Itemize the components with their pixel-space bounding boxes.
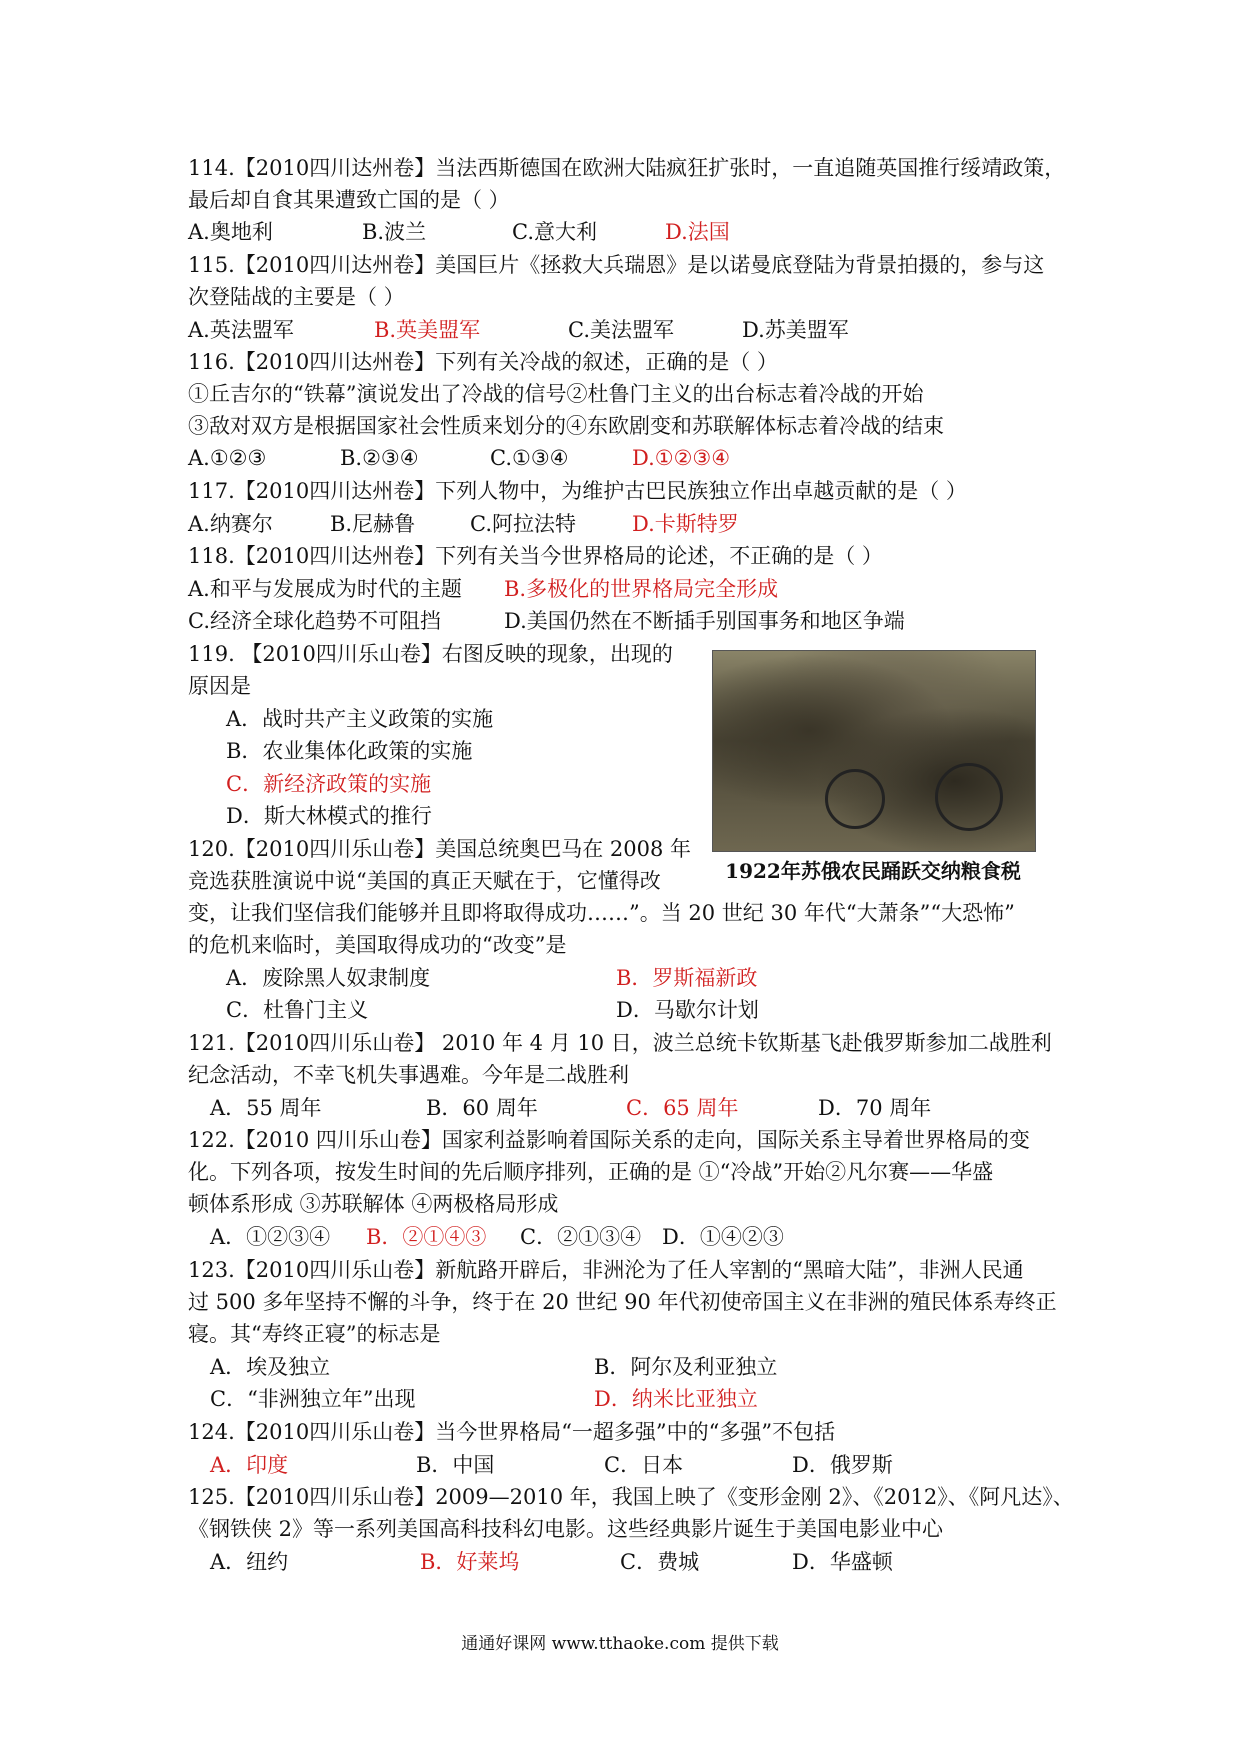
- q114-option-d-answer: D.法国: [665, 220, 730, 244]
- q119-stem-line1: 119. 【2010四川乐山卷】右图反映的现象，出现的: [188, 642, 673, 666]
- q120-option-c: C．杜鲁门主义: [226, 998, 369, 1022]
- historical-photo: [712, 650, 1036, 852]
- q123-stem-line2: 过 500 多年坚持不懈的斗争，终于在 20 世纪 90 年代初使帝国主义在非洲的殖民体系寿终正: [188, 1290, 1057, 1314]
- q125-option-c: C．费城: [620, 1550, 700, 1574]
- q115-option-c: C.美法盟军: [568, 318, 674, 342]
- q123-option-d-answer: D．纳米比亚独立: [594, 1387, 758, 1411]
- q119-stem-line2: 原因是: [188, 674, 251, 698]
- q125-option-a: A．纽约: [210, 1550, 289, 1574]
- q116-stem-line1: 116.【2010四川达州卷】下列有关冷战的叙述，正确的是（ ）: [188, 350, 778, 374]
- q119-option-b: B．农业集体化政策的实施: [226, 739, 473, 763]
- q120-option-a: A．废除黑人奴隶制度: [226, 966, 431, 990]
- q122-stem-line3: 顿体系形成 ③苏联解体 ④两极格局形成: [188, 1192, 559, 1216]
- cart-wheel-left: [825, 769, 885, 829]
- q120-stem-line2: 竞选获胜演说中说“美国的真正天赋在于，它懂得改: [188, 869, 661, 893]
- q114-option-b: B.波兰: [362, 220, 427, 244]
- cart-wheel-right: [935, 763, 1003, 831]
- q124-option-d: D．俄罗斯: [792, 1453, 893, 1477]
- q116-stem-line2: ①丘吉尔的“铁幕”演说发出了冷战的信号②杜鲁门主义的出台标志着冷战的开始: [188, 382, 924, 406]
- q120-stem-line1: 120.【2010四川乐山卷】美国总统奥巴马在 2008 年: [188, 837, 691, 861]
- q118-stem-line1: 118.【2010四川达州卷】下列有关当今世界格局的论述，不正确的是（ ）: [188, 544, 883, 568]
- page-footer: 通通好课网 www.tthaoke.com 提供下载: [461, 1634, 779, 1654]
- q121-option-a: A．55 周年: [210, 1096, 322, 1120]
- q122-option-b-answer: B．②①④③: [366, 1225, 487, 1249]
- q121-option-b: B．60 周年: [426, 1096, 538, 1120]
- q123-option-c: C．“非洲独立年”出现: [210, 1387, 416, 1411]
- q125-stem-line2: 《钢铁侠 2》等一系列美国高科技科幻电影。这些经典影片诞生于美国电影业中心: [188, 1517, 944, 1541]
- q122-option-d: D．①④②③: [662, 1225, 784, 1249]
- q118-option-d: D.美国仍然在不断插手别国事务和地区争端: [504, 609, 905, 633]
- q114-option-c: C.意大利: [512, 220, 597, 244]
- q124-stem-line1: 124.【2010四川乐山卷】当今世界格局“一超多强”中的“多强”不包括: [188, 1420, 836, 1444]
- q116-option-d-answer: D.①②③④: [632, 446, 731, 470]
- q117-option-a: A.纳赛尔: [188, 512, 273, 536]
- q115-option-d: D.苏美盟军: [742, 318, 849, 342]
- q125-option-b-answer: B．好莱坞: [420, 1550, 520, 1574]
- q123-option-b: B．阿尔及利亚独立: [594, 1355, 778, 1379]
- q117-option-c: C.阿拉法特: [470, 512, 576, 536]
- q121-option-c-answer: C．65 周年: [626, 1096, 739, 1120]
- q122-stem-line1: 122.【2010 四川乐山卷】国家利益影响着国际关系的走向，国际关系主导着世界格局的变: [188, 1128, 1030, 1152]
- q120-stem-line4: 的危机来临时，美国取得成功的“改变”是: [188, 933, 567, 957]
- q125-stem-line1: 125.【2010四川乐山卷】2009—2010 年，我国上映了《变形金刚 2》、《2012》、《阿凡达》、: [188, 1485, 1074, 1509]
- q122-stem-line2: 化。下列各项，按发生时间的先后顺序排列，正确的是 ①“冷战”开始②凡尔赛——华盛: [188, 1160, 994, 1184]
- q118-option-a: A.和平与发展成为时代的主题: [188, 577, 462, 601]
- q121-stem-line2: 纪念活动，不幸飞机失事遇难。今年是二战胜利: [188, 1063, 629, 1087]
- photo-caption: 1922年苏俄农民踊跃交纳粮食税: [725, 859, 1021, 883]
- q115-option-b-answer: B.英美盟军: [374, 318, 481, 342]
- q117-option-d-answer: D.卡斯特罗: [632, 512, 739, 536]
- q119-option-a: A．战时共产主义政策的实施: [226, 707, 494, 731]
- q124-option-a-answer: A．印度: [210, 1453, 289, 1477]
- q114-stem-line2: 最后却自食其果遭致亡国的是（ ）: [188, 188, 510, 212]
- q115-stem-line1: 115.【2010四川达州卷】美国巨片《拯救大兵瑞恩》是以诺曼底登陆为背景拍摄的，参与这: [188, 253, 1045, 277]
- q120-option-b-answer: B．罗斯福新政: [616, 966, 758, 990]
- q116-option-b: B.②③④: [340, 446, 419, 470]
- q125-option-d: D．华盛顿: [792, 1550, 893, 1574]
- q114-stem-line1: 114.【2010四川达州卷】当法西斯德国在欧洲大陆疯狂扩张时，一直追随英国推行绥靖政策，: [188, 156, 1066, 180]
- q119-option-d: D．斯大林模式的推行: [226, 804, 432, 828]
- q123-stem-line1: 123.【2010四川乐山卷】新航路开辟后，非洲沦为了任人宰割的“黑暗大陆”，非洲人民通: [188, 1258, 1024, 1282]
- q120-option-d: D．马歇尔计划: [616, 998, 759, 1022]
- q115-option-a: A.英法盟军: [188, 318, 294, 342]
- q116-option-c: C.①③④: [490, 446, 569, 470]
- q117-stem-line1: 117.【2010四川达州卷】下列人物中，为维护古巴民族独立作出卓越贡献的是（ ）: [188, 479, 967, 503]
- q116-stem-line3: ③敌对双方是根据国家社会性质来划分的④东欧剧变和苏联解体标志着冷战的结束: [188, 414, 944, 438]
- q118-option-b-answer: B.多极化的世界格局完全形成: [504, 577, 779, 601]
- q123-stem-line3: 寝。其“寿终正寝”的标志是: [188, 1322, 441, 1346]
- q116-option-a: A.①②③: [188, 446, 267, 470]
- q124-option-b: B．中国: [416, 1453, 495, 1477]
- q120-stem-line3: 变，让我们坚信我们能够并且即将取得成功……”。当 20 世纪 30 年代“大萧条”“大恐怖”: [188, 901, 1015, 925]
- q122-option-a: A．①②③④: [210, 1225, 331, 1249]
- q119-option-c-answer: C．新经济政策的实施: [226, 772, 432, 796]
- q121-option-d: D．70 周年: [818, 1096, 932, 1120]
- q122-option-c: C．②①③④: [520, 1225, 642, 1249]
- q118-option-c: C.经济全球化趋势不可阻挡: [188, 609, 441, 633]
- q121-stem-line1: 121.【2010四川乐山卷】 2010 年 4 月 10 日，波兰总统卡钦斯基飞赴俄罗斯参加二战胜利: [188, 1031, 1052, 1055]
- q114-option-a: A.奥地利: [188, 220, 273, 244]
- q123-option-a: A．埃及独立: [210, 1355, 331, 1379]
- q115-stem-line2: 次登陆战的主要是（ ）: [188, 285, 405, 309]
- q117-option-b: B.尼赫鲁: [330, 512, 416, 536]
- q124-option-c: C．日本: [604, 1453, 684, 1477]
